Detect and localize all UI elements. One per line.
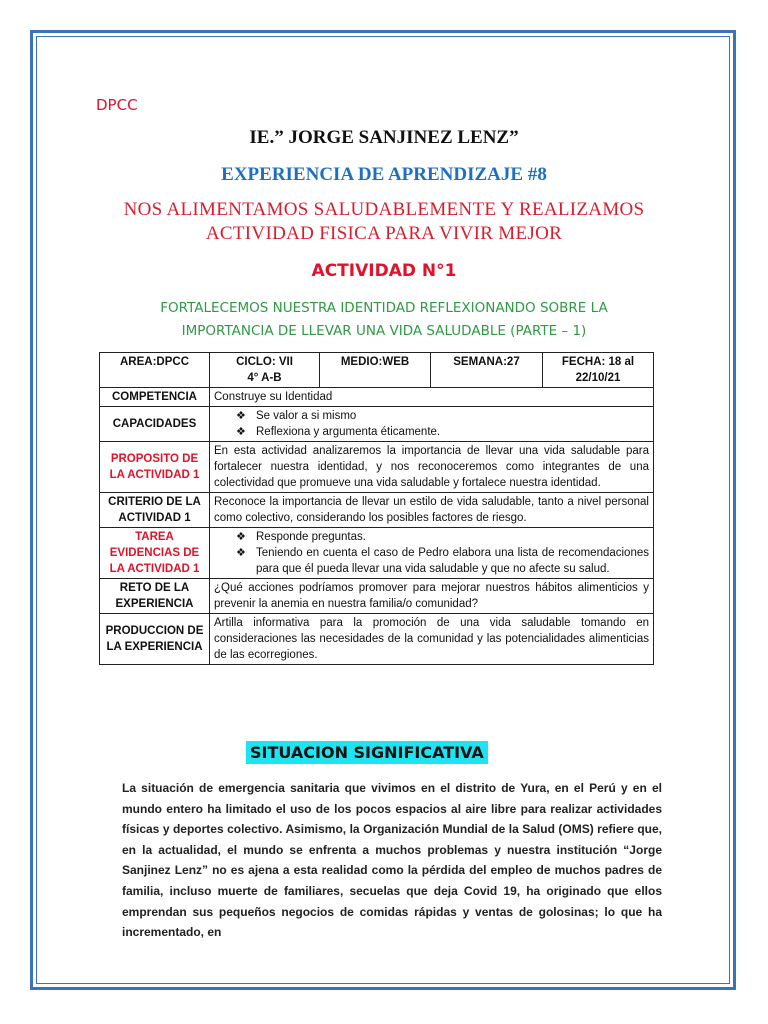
capacidades-value (210, 407, 654, 442)
list-item (236, 424, 649, 440)
activity-title: ACTIVIDAD N°1 (311, 261, 457, 281)
proposito-value: En esta actividad analizaremos la importancia de llevar una vida saludable para fortalecer nuestra identidad, y nos reconoceremos como integrantes de una colectividad que promueve una vida saludable y fortalece nuestra identidad. (210, 442, 654, 493)
ciclo-cell (210, 353, 320, 388)
semana-cell: SEMANA:27 (431, 353, 543, 388)
fecha-cell: FECHA: 18 al 22/10/21 (543, 353, 654, 388)
capacidades-list (214, 408, 649, 440)
diamond-bullet-icon: ❖ (236, 410, 246, 422)
capacidad-text: Se valor a si mismo (256, 410, 357, 422)
produccion-label: PRODUCCION DE LA EXPERIENCIA (100, 614, 210, 665)
experience-theme (60, 198, 708, 246)
subtitle-line-2: IMPORTANCIA DE LLEVAR UNA VIDA SALUDABLE (PARTE – 1) (181, 323, 587, 339)
criterio-value: Reconoce la importancia de llevar un estilo de vida saludable, tanto a nivel personal como colectivo, considerando los posibles factores de riesgo. (210, 493, 654, 528)
table-row (100, 388, 654, 407)
list-item (236, 545, 649, 577)
grado-text: 4° A-B (247, 372, 282, 384)
tarea-label: TAREA EVIDENCIAS DE LA ACTIVIDAD 1 (100, 528, 210, 579)
capacidad-text: Reflexiona y argumenta éticamente. (256, 426, 441, 438)
produccion-value: Artilla informativa para la promoción de una vida saludable tomando en consideraciones las necesidades de la comunidad y las potencialidades alimenticias de las ecorregiones. (210, 614, 654, 665)
subtitle-line-1: FORTALECEMOS NUESTRA IDENTIDAD REFLEXIONANDO SOBRE LA (160, 300, 608, 316)
capacidades-label: CAPACIDADES (100, 407, 210, 442)
diamond-bullet-icon: ❖ (236, 547, 246, 559)
activity-info-table (99, 352, 654, 665)
tarea-text: Responde preguntas. (256, 531, 366, 543)
tarea-value (210, 528, 654, 579)
competencia-label: COMPETENCIA (100, 388, 210, 407)
tarea-text: Teniendo en cuenta el caso de Pedro elabora una lista de recomendaciones para que él pueda llevar una vida saludable y que no afecte su salud. (256, 547, 649, 575)
area-cell: AREA:DPCC (100, 353, 210, 388)
table-row (100, 442, 654, 493)
experience-title: EXPERIENCIA DE APRENDIZAJE #8 (221, 164, 547, 185)
reto-value: ¿Qué acciones podríamos promover para mejorar nuestros hábitos alimenticios y prevenir la anemia en nuestra familia/o comunidad? (210, 579, 654, 614)
diamond-bullet-icon: ❖ (236, 426, 246, 438)
situacion-heading: SITUACION SIGNIFICATIVA (246, 741, 488, 764)
list-item (236, 408, 649, 424)
area-tag: DPCC (96, 96, 138, 114)
situacion-paragraph: La situación de emergencia sanitaria que vivimos en el distrito de Yura, en el Perú y en el mundo entero ha limitado el uso de los pocos espacios al aire libre para realizar actividades físicas y deportes colectivo. Asimismo, la Organización Mundial de la Salud (OMS) refiere que, en la actualidad, el mundo se enfrenta a muchos problemas y nuestra institución “Jorge Sanjinez Lenz” no es ajena a esta realidad como la pérdida del empleo de muchos padres de familia, incluso muerte de familiares, secuelas que deja Covid 19, ha originado que ellos emprendan sus pequeños negocios de comidas rápidas y ventas de golosinas; lo que ha incrementado, en (122, 781, 662, 940)
activity-subtitle (90, 297, 678, 343)
list-item (236, 529, 649, 545)
table-row (100, 353, 654, 388)
ciclo-text: CICLO: VII (236, 356, 293, 368)
theme-line-1: NOS ALIMENTAMOS SALUDABLEMENTE Y REALIZAMOS (123, 199, 645, 220)
table-row (100, 579, 654, 614)
reto-label: RETO DE LA EXPERIENCIA (100, 579, 210, 614)
medio-cell: MEDIO:WEB (320, 353, 431, 388)
table-row (100, 614, 654, 665)
diamond-bullet-icon: ❖ (236, 531, 246, 543)
theme-line-2: ACTIVIDAD FISICA PARA VIVIR MEJOR (205, 223, 563, 244)
table-row (100, 528, 654, 579)
school-name: IE.” JORGE SANJINEZ LENZ” (249, 127, 519, 148)
criterio-label: CRITERIO DE LA ACTIVIDAD 1 (100, 493, 210, 528)
proposito-label: PROPOSITO DE LA ACTIVIDAD 1 (100, 442, 210, 493)
table-row (100, 493, 654, 528)
tarea-list (214, 529, 649, 577)
competencia-value: Construye su Identidad (210, 388, 654, 407)
table-row (100, 407, 654, 442)
